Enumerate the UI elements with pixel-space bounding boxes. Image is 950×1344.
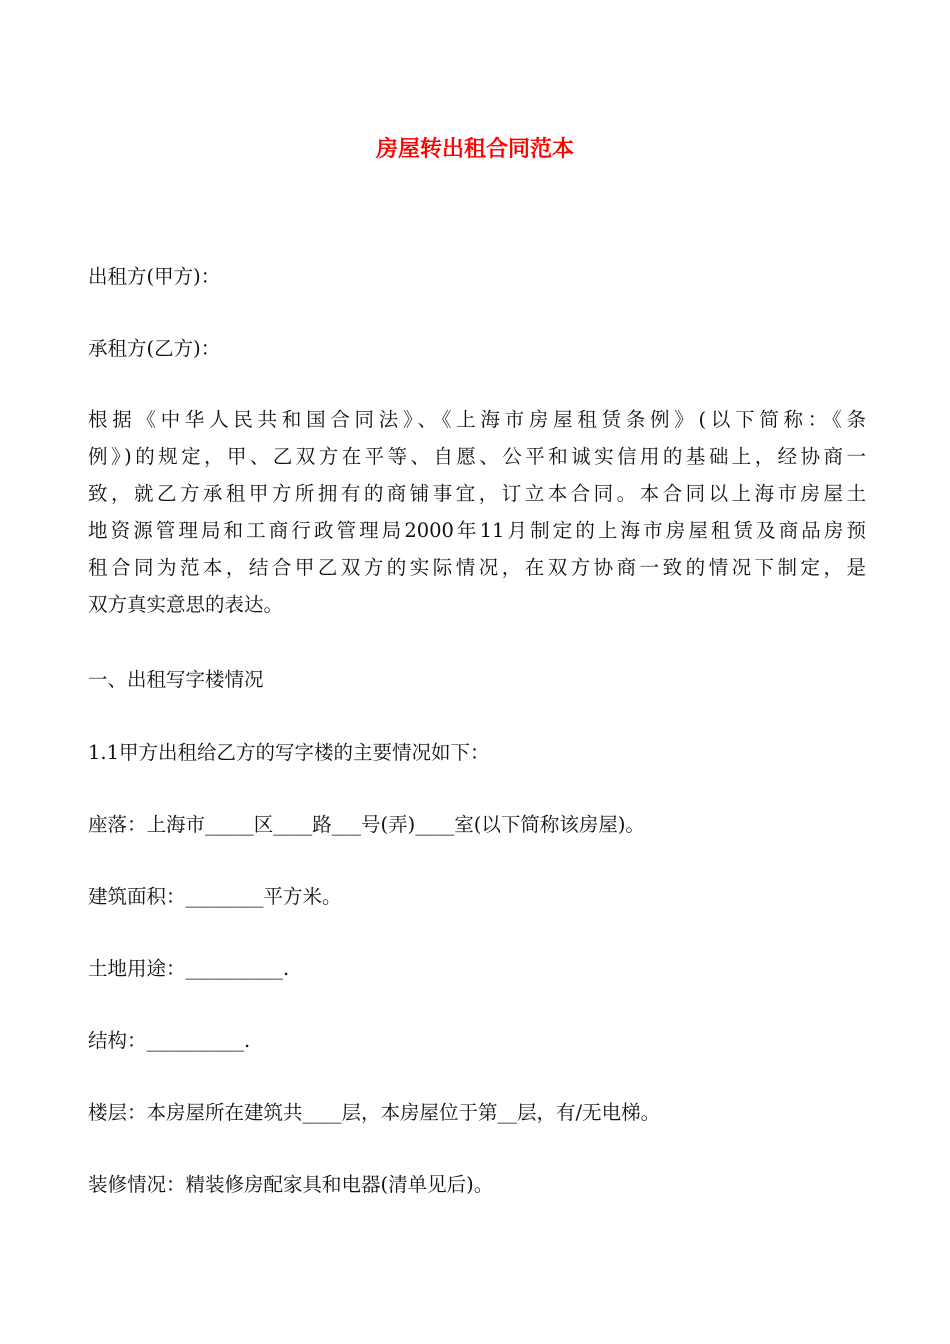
- preamble-line: 双方真实意思的表达。: [88, 593, 284, 616]
- location-line: 座落：上海市_____区____路___号(弄)____室(以下简称该房屋)。: [88, 813, 645, 836]
- preamble-line: 地资源管理局和工商行政管理局2000年11月制定的上海市房屋租赁及商品房预: [88, 519, 866, 542]
- section-heading: 一、出租写字楼情况: [88, 668, 264, 691]
- preamble-line: 租合同为范本，结合甲乙双方的实际情况，在双方协商一致的情况下制定，是: [88, 556, 866, 579]
- preamble-line: 例》)的规定，甲、乙双方在平等、自愿、公平和诚实信用的基础上，经协商一: [88, 445, 866, 468]
- lessor-line: 出租方(甲方)：: [88, 265, 221, 288]
- document-title: 房屋转出租合同范本: [375, 137, 574, 162]
- floor-area-line: 建筑面积：________平方米。: [88, 885, 342, 908]
- decoration-line: 装修情况：精装修房配家具和电器(清单见后)。: [88, 1173, 494, 1196]
- preamble-line: 根据《中华人民共和国合同法》、《上海市房屋租赁条例》(以下简称：《条: [88, 408, 866, 431]
- lessee-line: 承租方(乙方)：: [88, 337, 221, 360]
- clause-1-1: 1.1甲方出租给乙方的写字楼的主要情况如下：: [88, 741, 490, 764]
- floors-line: 楼层：本房屋所在建筑共____层，本房屋位于第__层，有/无电梯。: [88, 1101, 661, 1124]
- preamble-line: 致，就乙方承租甲方所拥有的商铺事宜，订立本合同。本合同以上海市房屋土: [88, 482, 866, 505]
- preamble-paragraph: [88, 401, 866, 623]
- structure-line: 结构：__________.: [88, 1029, 251, 1052]
- land-use-line: 土地用途：__________.: [88, 957, 290, 980]
